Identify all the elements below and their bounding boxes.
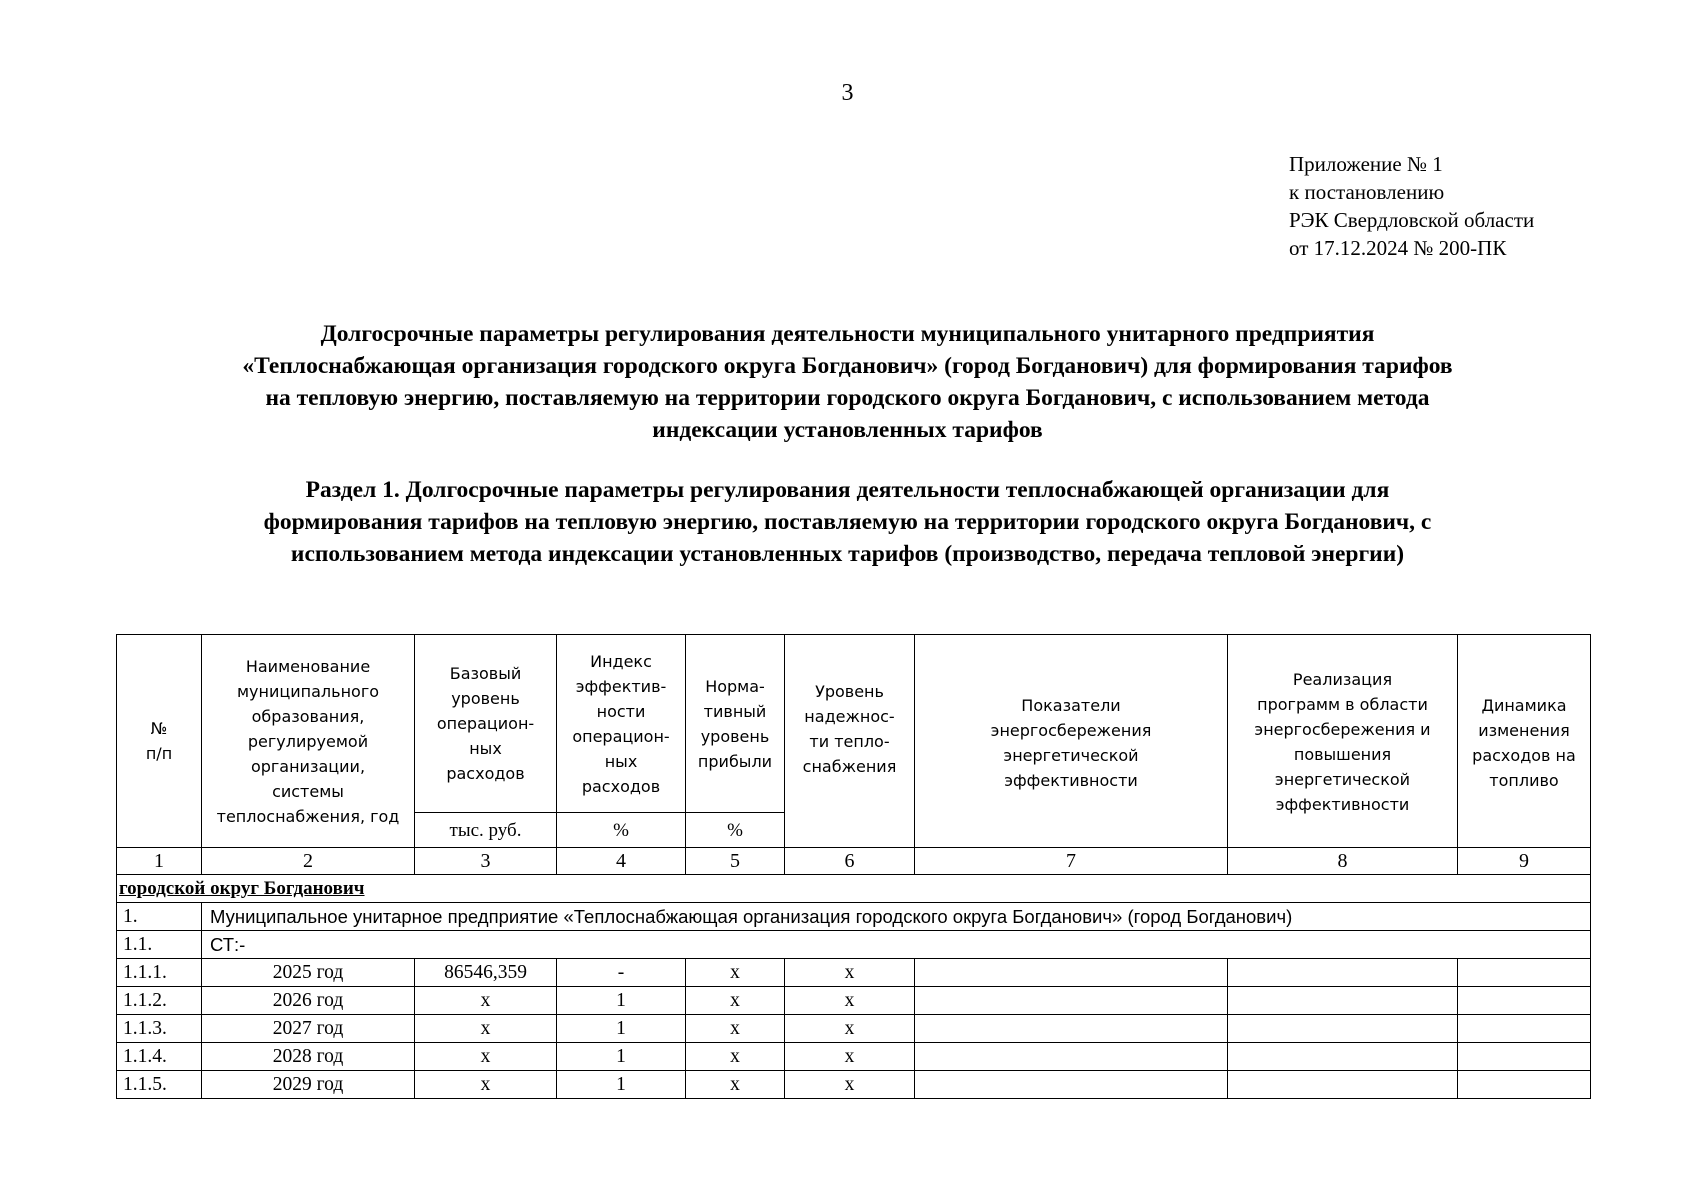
row-base-opex: x	[415, 987, 557, 1015]
table-row	[117, 1071, 1591, 1099]
organization-name: Муниципальное унитарное предприятие «Теплоснабжающая организация городского округа Богданович» (город Богданович)	[202, 903, 1591, 931]
header-line: системы	[272, 781, 344, 801]
header-line: Базовый	[449, 664, 522, 683]
row-profit-level: x	[686, 1043, 785, 1071]
header-line: муниципального	[236, 681, 380, 701]
header-line: организации,	[250, 756, 366, 776]
header-line: Индекс	[590, 651, 652, 671]
header-fuel-dynamics	[1458, 635, 1591, 848]
row-efficiency-index: 1	[557, 1043, 686, 1071]
page-number: 3	[841, 80, 854, 106]
row-programs	[1228, 1071, 1458, 1099]
row-reliability: x	[785, 959, 915, 987]
column-number: 4	[557, 848, 686, 875]
row-energy-saving	[915, 959, 1228, 987]
row-fuel-dynamics	[1458, 1071, 1591, 1099]
header-line: эффективности	[1275, 795, 1410, 814]
header-line: ности	[596, 701, 646, 721]
header-line: эффектив-	[575, 676, 667, 696]
row-number: 1.1.	[117, 931, 202, 959]
row-number: 1.1.2.	[117, 987, 202, 1015]
header-line: расходов на	[1472, 746, 1576, 765]
header-line: Наименование	[245, 656, 371, 676]
row-year: 2029 год	[202, 1071, 415, 1099]
row-reliability: x	[785, 987, 915, 1015]
row-programs	[1228, 959, 1458, 987]
header-line: Показатели	[1021, 696, 1121, 715]
row-year: 2025 год	[202, 959, 415, 987]
row-year: 2028 год	[202, 1043, 415, 1071]
header-reliability	[785, 635, 915, 848]
column-number: 9	[1458, 848, 1591, 875]
header-line: энергетической	[1003, 746, 1139, 765]
row-reliability: x	[785, 1043, 915, 1071]
header-line: уровень	[700, 726, 770, 746]
header-line: энергосбережения	[990, 721, 1152, 740]
row-number: 1.1.4.	[117, 1043, 202, 1071]
row-base-opex: x	[415, 1043, 557, 1071]
header-line: прибыли	[697, 751, 773, 771]
title-line: Долгосрочные параметры регулирования деятельности муниципального унитарного предприятия	[320, 321, 1375, 347]
section-heading	[100, 474, 1595, 570]
appendix-line: Приложение № 1	[1289, 152, 1443, 176]
unit-cell: %	[557, 813, 686, 848]
row-fuel-dynamics	[1458, 1043, 1591, 1071]
header-efficiency-index	[557, 635, 686, 813]
row-energy-saving	[915, 1071, 1228, 1099]
row-programs	[1228, 1015, 1458, 1043]
header-line: энергетической	[1274, 770, 1411, 789]
row-energy-saving	[915, 1043, 1228, 1071]
header-num	[117, 635, 202, 848]
row-fuel-dynamics	[1458, 959, 1591, 987]
header-line: теплоснабжения, год	[216, 806, 400, 826]
header-line: надежнос-	[804, 707, 895, 726]
title-line: «Теплоснабжающая организация городского округа Богданович» (город Богданович) для формирования тарифов	[242, 353, 1453, 379]
header-line: энергосбережения и	[1254, 720, 1431, 739]
table-row	[117, 1043, 1591, 1071]
district-row	[117, 875, 1591, 903]
row-efficiency-index: 1	[557, 1015, 686, 1043]
row-fuel-dynamics	[1458, 1015, 1591, 1043]
row-number: 1.	[117, 903, 202, 931]
row-programs	[1228, 987, 1458, 1015]
title-line: на тепловую энергию, поставляемую на территории городского округа Богданович, с использованием метода	[265, 385, 1430, 411]
header-line: операцион-	[572, 726, 670, 746]
column-number: 2	[202, 848, 415, 875]
header-line: регулируемой	[247, 731, 369, 751]
unit-cell: тыс. руб.	[415, 813, 557, 848]
header-line: ти тепло-	[809, 732, 890, 751]
header-profit-level	[686, 635, 785, 813]
row-profit-level: x	[686, 1015, 785, 1043]
row-efficiency-index: 1	[557, 987, 686, 1015]
system-name: СТ:-	[202, 931, 1591, 959]
section-line: Раздел 1. Долгосрочные параметры регулирования деятельности теплоснабжающей организации для	[305, 477, 1390, 503]
appendix-line: РЭК Свердловской области	[1289, 208, 1535, 232]
column-number: 3	[415, 848, 557, 875]
column-number: 6	[785, 848, 915, 875]
header-line: программ в области	[1257, 695, 1428, 714]
header-line: повышения	[1293, 745, 1392, 764]
system-row	[117, 931, 1591, 959]
column-number: 5	[686, 848, 785, 875]
header-line: ных	[469, 739, 502, 758]
row-reliability: x	[785, 1015, 915, 1043]
appendix-line: от 17.12.2024 № 200-ПК	[1289, 236, 1507, 260]
row-base-opex: x	[415, 1015, 557, 1043]
header-line: образования,	[251, 706, 365, 726]
appendix-line: к постановлению	[1289, 180, 1445, 204]
header-line: Реализация	[1292, 670, 1393, 689]
header-energy-saving	[915, 635, 1228, 848]
header-line: эффективности	[1004, 771, 1138, 790]
parameters-table	[116, 634, 1591, 1099]
title-line: индексации установленных тарифов	[652, 417, 1043, 443]
header-line: уровень	[451, 689, 520, 708]
row-profit-level: x	[686, 987, 785, 1015]
row-year: 2027 год	[202, 1015, 415, 1043]
row-profit-level: x	[686, 959, 785, 987]
header-line: Норма-	[705, 676, 765, 696]
section-line: формирования тарифов на тепловую энергию, поставляемую на территории городского округа Богданович, с	[263, 509, 1432, 535]
row-number: 1.1.1.	[117, 959, 202, 987]
row-year: 2026 год	[202, 987, 415, 1015]
header-line: снабжения	[802, 757, 897, 776]
row-efficiency-index: -	[557, 959, 686, 987]
district-name: городской округ Богданович	[117, 875, 1591, 903]
row-energy-saving	[915, 1015, 1228, 1043]
header-line: №	[150, 719, 168, 738]
header-line: топливо	[1489, 771, 1559, 790]
header-line: п/п	[145, 744, 173, 763]
row-reliability: x	[785, 1071, 915, 1099]
header-line: ных	[604, 751, 638, 771]
row-base-opex: 86546,359	[415, 959, 557, 987]
row-base-opex: x	[415, 1071, 557, 1099]
column-number: 8	[1228, 848, 1458, 875]
header-line: тивный	[703, 701, 767, 721]
header-line: операцион-	[436, 714, 535, 733]
row-fuel-dynamics	[1458, 987, 1591, 1015]
row-number: 1.1.5.	[117, 1071, 202, 1099]
unit-cell: %	[686, 813, 785, 848]
table-row	[117, 1015, 1591, 1043]
section-line: использованием метода индексации установленных тарифов (производство, передача тепловой энергии)	[290, 541, 1405, 567]
row-programs	[1228, 1043, 1458, 1071]
header-base-opex	[415, 635, 557, 813]
row-efficiency-index: 1	[557, 1071, 686, 1099]
header-line: расходов	[581, 776, 661, 796]
table-row	[117, 987, 1591, 1015]
row-profit-level: x	[686, 1071, 785, 1099]
row-energy-saving	[915, 987, 1228, 1015]
appendix-block	[1289, 150, 1534, 262]
header-name	[202, 635, 415, 848]
document-title	[100, 318, 1595, 446]
header-programs	[1228, 635, 1458, 848]
header-line: Динамика	[1481, 696, 1567, 715]
column-number: 7	[915, 848, 1228, 875]
column-numbers-row	[117, 848, 1591, 875]
header-row	[117, 635, 1591, 813]
header-line: изменения	[1478, 721, 1570, 740]
table-row	[117, 959, 1591, 987]
organization-row	[117, 903, 1591, 931]
column-number: 1	[117, 848, 202, 875]
header-line: Уровень	[815, 682, 884, 701]
header-line: расходов	[446, 764, 525, 783]
row-number: 1.1.3.	[117, 1015, 202, 1043]
